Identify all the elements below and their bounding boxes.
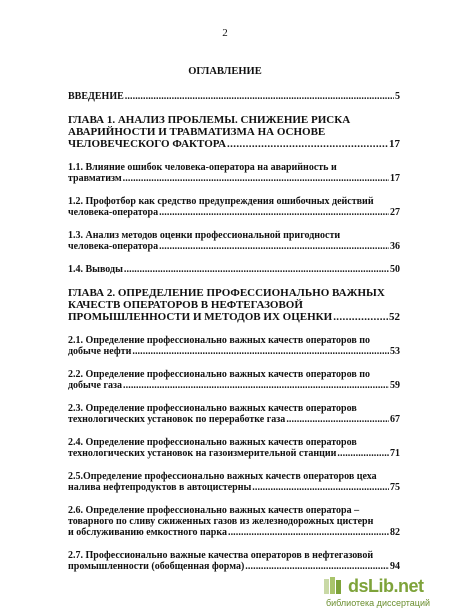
toc-entry-text: травматизм: [68, 173, 122, 184]
watermark-subtitle: библиотека диссертаций: [326, 598, 431, 608]
dot-leader: [159, 241, 389, 252]
toc-page-number: 94: [390, 561, 400, 572]
dot-leader: [333, 311, 388, 323]
toc-entry-text: 1.2. Профотбор как средство предупреждения ошибочных действий: [68, 196, 374, 207]
toc-entry-text: 2.7. Профессионально важные качества операторов в нефтегазовой: [68, 550, 374, 561]
toc-entry-text: 2.5.Определение профессионально важных качеств операторов цеха: [68, 471, 377, 482]
watermark-logo: [322, 576, 442, 610]
toc-entry-text: 2.2. Определение профессионально важных качеств операторов по: [68, 369, 371, 380]
toc-page-number: 82: [390, 527, 400, 538]
toc-page-number: 17: [390, 173, 400, 184]
dot-leader: [286, 414, 389, 425]
toc-entry: [68, 471, 400, 493]
toc-entry: [68, 505, 400, 538]
toc-title: ОГЛАВЛЕНИЕ: [188, 66, 262, 77]
toc-page-number: 5: [395, 91, 400, 102]
toc-entry: [68, 369, 400, 391]
toc-entry-text: 2.4. Определение профессионально важных качеств операторов: [68, 437, 357, 448]
toc-page-number: 27: [390, 207, 400, 218]
toc-entry-text: 2.3. Определение профессионально важных качеств операторов: [68, 403, 357, 414]
toc-entry-text: и обслуживанию емкостного парка: [68, 527, 227, 538]
table-of-contents: [68, 91, 400, 584]
toc-entry-text: 1.4. Выводы: [68, 264, 123, 275]
dot-leader: [123, 173, 389, 184]
toc-page-number: 75: [390, 482, 400, 493]
toc-entry-text: ГЛАВА 1. АНАЛИЗ ПРОБЛЕМЫ. СНИЖЕНИЕ РИСКА: [68, 114, 351, 126]
dot-leader: [245, 561, 389, 572]
book-stack-icon: [322, 576, 346, 596]
toc-entry: [68, 114, 400, 150]
toc-entry-text: человека-оператора: [68, 241, 159, 252]
toc-entry-text: ГЛАВА 2. ОПРЕДЕЛЕНИЕ ПРОФЕССИОНАЛЬНО ВАЖНЫХ: [68, 287, 385, 299]
toc-page-number: 52: [389, 311, 400, 323]
dot-leader: [123, 380, 389, 391]
toc-entry: [68, 403, 400, 425]
toc-page-number: 17: [389, 138, 400, 150]
dot-leader: [252, 482, 389, 493]
dot-leader: [159, 207, 389, 218]
toc-entry: [68, 287, 400, 323]
toc-entry: [68, 162, 400, 184]
toc-entry-text: 1.1. Влияние ошибок человека-оператора на аварийность и: [68, 162, 337, 173]
toc-entry-text: ВВЕДЕНИЕ: [68, 91, 124, 102]
toc-entry-text: налива нефтепродуктов в автоцистерны: [68, 482, 252, 493]
toc-entry-text: 2.6. Определение профессионально важных качеств оператора –: [68, 505, 360, 516]
toc-entry-text: ПРОМЫШЛЕННОСТИ И МЕТОДОВ ИХ ОЦЕНКИ: [68, 311, 333, 323]
toc-entry: [68, 335, 400, 357]
toc-page-number: 67: [390, 414, 400, 425]
toc-entry-text: КАЧЕСТВ ОПЕРАТОРОВ В НЕФТЕГАЗОВОЙ: [68, 299, 303, 311]
toc-page-number: 50: [390, 264, 400, 275]
toc-entry: [68, 437, 400, 459]
dot-leader: [132, 346, 389, 357]
toc-page-number: 36: [390, 241, 400, 252]
toc-entry-text: человека-оператора: [68, 207, 159, 218]
toc-entry-text: АВАРИЙНОСТИ И ТРАВМАТИЗМА НА ОСНОВЕ: [68, 126, 326, 138]
toc-entry-text: товарного по сливу сжиженных газов из железнодорожных цистерн: [68, 516, 374, 527]
dot-leader: [125, 91, 394, 102]
toc-entry: [68, 230, 400, 252]
page-number: 2: [222, 27, 228, 39]
toc-entry-text: ЧЕЛОВЕЧЕСКОГО ФАКТОРА: [68, 138, 227, 150]
toc-page-number: 71: [390, 448, 400, 459]
toc-entry: [68, 91, 400, 102]
toc-entry-text: технологических установок по переработке газа: [68, 414, 286, 425]
toc-entry: [68, 264, 400, 275]
dot-leader: [124, 264, 389, 275]
toc-entry-text: промышленности (обобщенная форма): [68, 561, 245, 572]
toc-entry: [68, 550, 400, 572]
toc-page-number: 59: [390, 380, 400, 391]
dot-leader: [337, 448, 389, 459]
toc-page-number: 53: [390, 346, 400, 357]
toc-entry-text: добыче нефти: [68, 346, 132, 357]
watermark-brand: dsLib.net: [348, 576, 424, 596]
toc-entry-text: 2.1. Определение профессионально важных качеств операторов по: [68, 335, 371, 346]
toc-entry: [68, 196, 400, 218]
toc-entry-text: добыче газа: [68, 380, 123, 391]
dot-leader: [227, 138, 388, 150]
toc-entry-text: технологических установок на газоизмерительной станции: [68, 448, 337, 459]
toc-entry-text: 1.3. Анализ методов оценки профессиональной пригодности: [68, 230, 341, 241]
dot-leader: [228, 527, 389, 538]
